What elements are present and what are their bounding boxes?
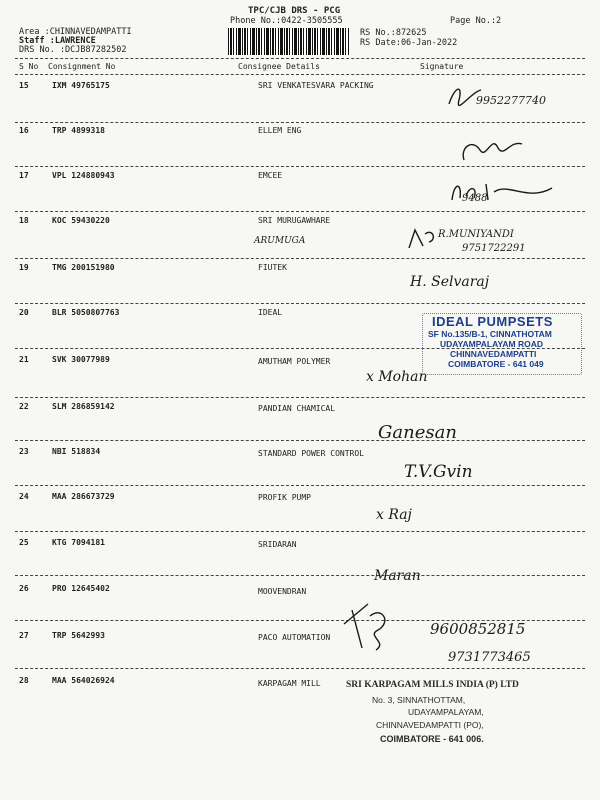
handwritten-signature: H. Selvaraj [410,274,490,290]
karpagam-stamp-address: No. 3, SINNATHOTTAM, [372,695,466,705]
handwritten-name: R.MUNIYANDI [438,229,514,240]
handwritten-phone: 9952277740 [476,94,546,107]
column-consignee: Consignee Details [238,62,320,71]
staff-label: Staff :LAWRENCE [19,36,96,46]
handwritten-phone: 9600852815 [430,620,526,638]
row-consignment: VPL 124880943 [52,171,115,180]
row-sno: 28 [19,676,29,685]
row-consignee: SRI MURUGAWHARE [258,216,331,225]
row-divider [15,258,585,259]
row-sno: 16 [19,126,29,135]
row-consignee: MOOVENDRAN [258,587,307,596]
column-consignment: Consignment No [48,62,116,71]
row-sno: 21 [19,355,29,364]
handwritten-signature: Maran [374,568,421,584]
row-consignment: MAA 564026924 [52,676,115,685]
row-divider [15,668,585,669]
row-divider [15,211,585,212]
column-sno: S No [19,62,39,71]
karpagam-stamp-address: CHINNAVEDAMPATTI (PO), [376,720,484,730]
row-consignment: BLR 5050807763 [52,308,120,317]
row-consignee: PROFIK PUMP [258,493,311,502]
handwritten-phone: 9751722291 [462,243,526,254]
document-title: TPC/CJB DRS - PCG [248,6,341,16]
row-sno: 27 [19,631,29,640]
row-consignee: AMUTHAM POLYMER [258,357,331,366]
row-divider [15,485,585,486]
row-sno: 19 [19,263,29,272]
ideal-stamp-title: IDEAL PUMPSETS [432,314,553,329]
row-consignment: SLM 286859142 [52,402,115,411]
karpagam-stamp-address: UDAYAMPALAYAM, [408,707,484,717]
handwritten-note: 9488 [462,193,488,204]
column-divider [15,74,585,75]
row-sno: 17 [19,171,29,180]
handwritten-name: ARUMUGA [254,236,306,246]
row-consignee: SRI VENKATESVARA PACKING [258,81,374,90]
barcode [228,28,350,55]
ideal-stamp-address: COIMBATORE - 641 049 [448,359,544,369]
column-signature: Signature [420,62,464,71]
row-divider [15,531,585,532]
row-consignee: PANDIAN CHAMICAL [258,404,336,413]
phone-number: Phone No.:0422-3505555 [230,16,343,26]
row-consignee: EMCEE [258,171,283,180]
row-consignee: KARPAGAM MILL [258,679,321,688]
signature-scribble [405,224,441,252]
row-divider [15,397,585,398]
row-consignment: MAA 286673729 [52,492,115,501]
row-divider [15,440,585,441]
karpagam-stamp-address: COIMBATORE - 641 006. [380,734,484,744]
row-sno: 20 [19,308,29,317]
ideal-stamp-address: UDAYAMPALAYAM ROAD [440,339,543,349]
row-consignment: KTG 7094181 [52,538,105,547]
row-consignment: PRO 12645402 [52,584,110,593]
rs-number: RS No.:872625 [360,28,427,38]
row-consignee: PACO AUTOMATION [258,633,331,642]
row-sno: 23 [19,447,29,456]
page-number: Page No.:2 [450,16,502,26]
signature-scribble [458,130,528,170]
karpagam-stamp-title: SRI KARPAGAM MILLS INDIA (P) LTD [346,680,519,690]
rs-date: RS Date:06-Jan-2022 [360,38,458,48]
row-consignment: TRP 4899318 [52,126,105,135]
row-consignment: TMG 200151980 [52,263,115,272]
row-consignment: TRP 5642993 [52,631,105,640]
handwritten-phone: 9731773465 [448,650,531,665]
row-consignee: STANDARD POWER CONTROL [258,449,364,458]
row-consignment: NBI 518834 [52,447,101,456]
row-sno: 15 [19,81,29,90]
area-label: Area :CHINNAVEDAMPATTI [19,27,132,37]
handwritten-signature: x Mohan [366,369,428,385]
row-consignment: KOC 59430220 [52,216,110,225]
row-sno: 24 [19,492,29,501]
row-consignee: IDEAL [258,308,283,317]
handwritten-signature: x Raj [376,507,412,523]
ideal-stamp-address: SF No.135/B-1, CINNATHOTAM [428,329,552,339]
handwritten-signature: Ganesan [378,422,457,443]
drs-number: DRS No. :DCJB87282502 [19,45,127,55]
header-divider [15,58,585,59]
row-sno: 26 [19,584,29,593]
row-divider [15,122,585,123]
row-consignment: SVK 30077989 [52,355,110,364]
row-sno: 18 [19,216,29,225]
row-consignee: SRIDARAN [258,540,297,549]
row-consignment: IXM 49765175 [52,81,110,90]
handwritten-signature: T.V.Gvin [404,462,473,482]
row-divider [15,575,585,576]
row-consignee: ELLEM ENG [258,126,302,135]
row-divider [15,303,585,304]
row-sno: 22 [19,402,29,411]
signature-scribble [338,596,398,656]
row-sno: 25 [19,538,29,547]
row-consignee: FIUTEK [258,263,287,272]
ideal-stamp-address: CHINNAVEDAMPATTI [450,349,537,359]
